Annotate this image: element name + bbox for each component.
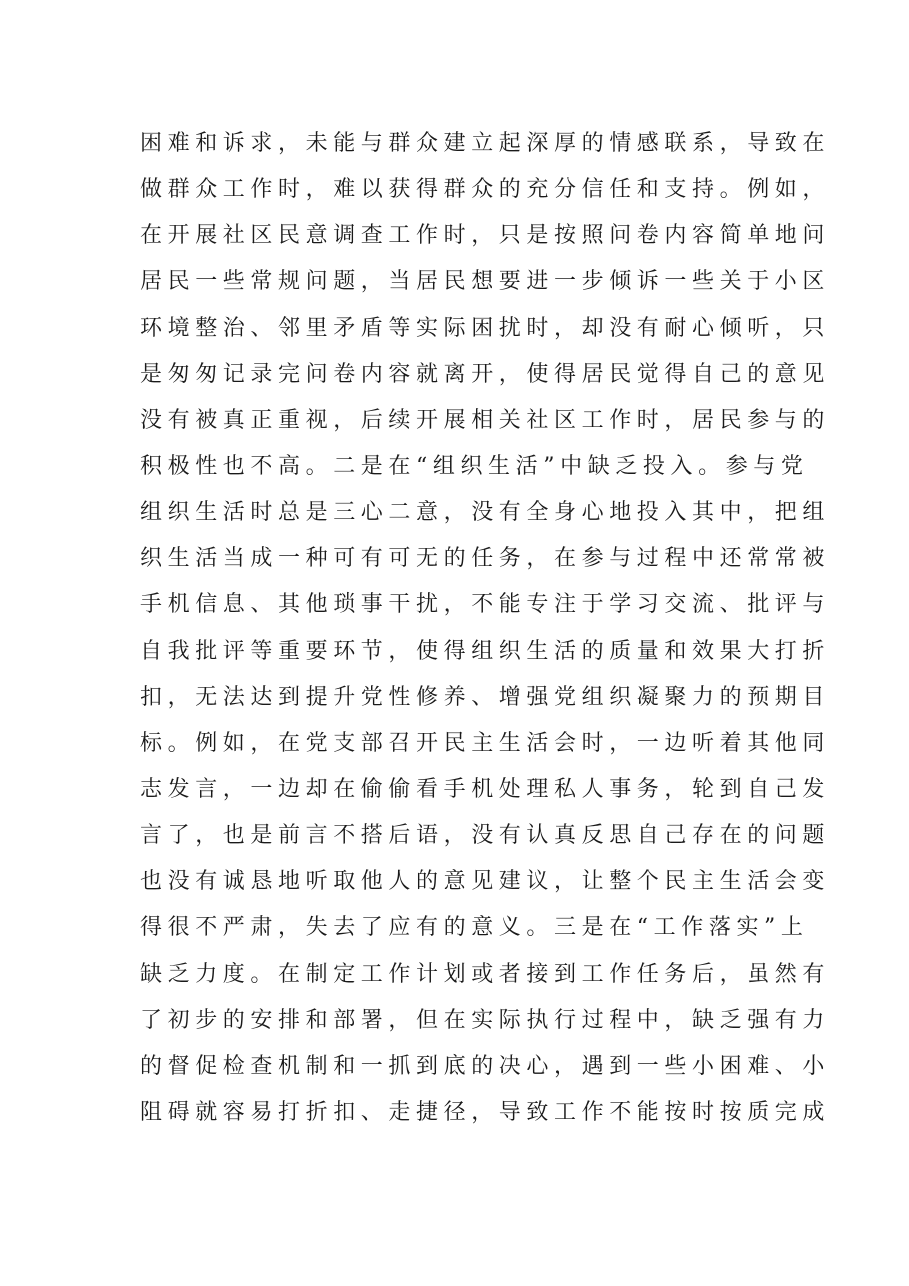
text-line: 言了，也是前言不搭后语，没有认真反思自己存在的问题 <box>140 823 831 849</box>
text-line: 积极性也不高。二是在“组织生活”中缺乏投入。参与党 <box>140 453 809 479</box>
text-line: 扣，无法达到提升党性修养、增强党组织凝聚力的预期目 <box>140 684 831 710</box>
text-line: 志发言，一边却在偷偷看手机处理私人事务，轮到自己发 <box>140 776 831 802</box>
text-line: 环境整治、邻里矛盾等实际困扰时，却没有耐心倾听，只 <box>140 315 831 341</box>
text-line: 也没有诚恳地听取他人的意见建议，让整个民主生活会变 <box>140 869 831 895</box>
text-line: 居民一些常规问题，当居民想要进一步倾诉一些关于小区 <box>140 269 831 295</box>
text-line: 组织生活时总是三心二意，没有全身心地投入其中，把组 <box>140 500 831 526</box>
text-line: 缺乏力度。在制定工作计划或者接到工作任务后，虽然有 <box>140 961 831 987</box>
text-line: 是匆匆记录完问卷内容就离开，使得居民觉得自己的意见 <box>140 361 831 387</box>
text-line: 在开展社区民意调查工作时，只是按照问卷内容简单地问 <box>140 223 831 249</box>
text-line: 织生活当成一种可有可无的任务，在参与过程中还常常被 <box>140 546 831 572</box>
text-line: 了初步的安排和部署，但在实际执行过程中，缺乏强有力 <box>140 1007 831 1033</box>
text-line: 得很不严肃，失去了应有的意义。三是在“工作落实”上 <box>140 915 809 941</box>
text-line: 自我批评等重要环节，使得组织生活的质量和效果大打折 <box>140 638 831 664</box>
text-line: 做群众工作时，难以获得群众的充分信任和支持。例如， <box>140 177 831 203</box>
text-line: 手机信息、其他琐事干扰，不能专注于学习交流、批评与 <box>140 592 831 618</box>
text-line: 没有被真正重视，后续开展相关社区工作时，居民参与的 <box>140 407 831 433</box>
text-line: 标。例如，在党支部召开民主生活会时，一边听着其他同 <box>140 730 831 756</box>
text-line: 困难和诉求，未能与群众建立起深厚的情感联系，导致在 <box>140 131 831 156</box>
text-line: 的督促检查机制和一抓到底的决心，遇到一些小困难、小 <box>140 1053 831 1079</box>
text-line: 阻碍就容易打折扣、走捷径，导致工作不能按时按质完成 <box>140 1099 831 1125</box>
body-text <box>140 121 831 1136</box>
